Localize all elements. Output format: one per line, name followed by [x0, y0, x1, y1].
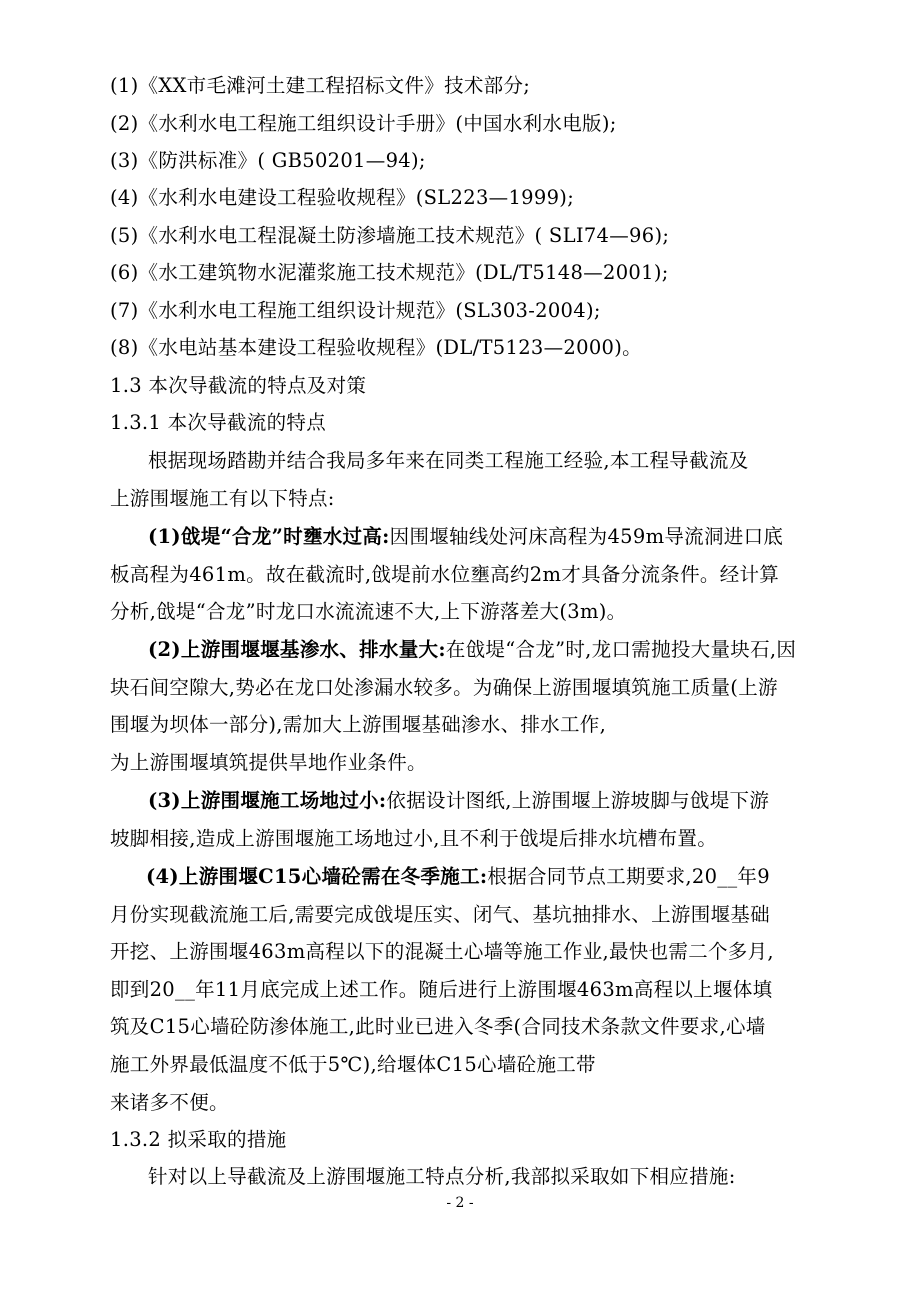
- section-heading-1-3-1: 1.3.1 本次导截流的特点: [110, 411, 327, 434]
- section-heading-1-3: 1.3 本次导截流的特点及对策: [110, 374, 367, 397]
- reference-item: (7)《水利水电工程施工组织设计规范》(SL303-2004);: [110, 299, 601, 322]
- feature-4-line: 筑及C15心墙砼防渗体施工,此时业已进入冬季(合同技术条款文件要求,心墙: [110, 1015, 766, 1038]
- reference-item: (1)《XX市毛滩河土建工程招标文件》技术部分;: [110, 74, 531, 97]
- feature-2-line: 为上游围堰填筑提供旱地作业条件。: [110, 751, 427, 774]
- reference-item: (2)《水利水电工程施工组织设计手册》(中国水利水电版);: [110, 112, 617, 135]
- feature-4-line: 月份实现截流施工后,需要完成戗堤压实、闭气、基坑抽排水、上游围堰基础: [110, 903, 770, 926]
- reference-item: (6)《水工建筑物水泥灌浆施工技术规范》(DL/T5148—2001);: [110, 261, 669, 284]
- feature-1-line: 分析,戗堤“合龙”时龙口水流流速不大,上下游落差大(3m)。: [110, 600, 627, 623]
- reference-item: (3)《防洪标准》( GB50201—94);: [110, 149, 426, 172]
- intro-line: 根据现场踏勘并结合我局多年来在同类工程施工经验,本工程导截流及: [148, 449, 749, 472]
- feature-4-line: 即到20__年11月底完成上述工作。随后进行上游围堰463m高程以上堰体填: [110, 978, 773, 1001]
- feature-1-line: (1)戗堤“合龙”时壅水过高:因围堰轴线处河床高程为459m导流洞进口底: [148, 525, 784, 548]
- feature-4-line: (4)上游围堰C15心墙砼需在冬季施工:根据合同节点工期要求,20__年9: [146, 865, 770, 888]
- feature-2-line: 围堰为坝体一部分),需加大上游围堰基础渗水、排水工作,: [110, 713, 607, 736]
- feature-4-line: 开挖、上游围堰463m高程以下的混凝土心墙等施工作业,最快也需二个多月,: [110, 940, 774, 963]
- page-number: - 2 -: [446, 1195, 474, 1211]
- reference-item: (5)《水利水电工程混凝土防渗墙施工技术规范》( SLI74—96);: [110, 224, 670, 247]
- feature-4-title: (4)上游围堰C15心墙砼需在冬季施工:: [146, 865, 488, 888]
- feature-2-title: (2)上游围堰堰基渗水、排水量大:: [148, 638, 446, 661]
- intro-line: 上游围堰施工有以下特点:: [110, 487, 335, 510]
- section-heading-1-3-2: 1.3.2 拟采取的措施: [110, 1128, 287, 1151]
- reference-item: (4)《水利水电建设工程验收规程》(SL223—1999);: [110, 186, 575, 209]
- feature-4-line: 来诸多不便。: [110, 1091, 229, 1114]
- feature-3-line: 坡脚相接,造成上游围堰施工场地过小,且不利于戗堤后排水坑槽布置。: [110, 827, 717, 850]
- feature-3-line: (3)上游围堰施工场地过小:依据设计图纸,上游围堰上游坡脚与戗堤下游: [148, 789, 770, 812]
- reference-item: (8)《水电站基本建设工程验收规程》(DL/T5123—2000)。: [110, 336, 642, 359]
- feature-1-line: 板高程为461m。故在截流时,戗堤前水位壅高约2m才具备分流条件。经计算: [110, 563, 780, 586]
- feature-3-title: (3)上游围堰施工场地过小:: [148, 789, 387, 812]
- feature-4-line: 施工外界最低温度不低于5℃),给堰体C15心墙砼施工带: [110, 1053, 596, 1076]
- feature-2-line: (2)上游围堰堰基渗水、排水量大:在戗堤“合龙”时,龙口需抛投大量块石,因: [148, 638, 797, 661]
- closing-line: 针对以上导截流及上游围堰施工特点分析,我部拟采取如下相应措施:: [148, 1165, 736, 1188]
- feature-1-title: (1)戗堤“合龙”时壅水过高:: [148, 525, 390, 548]
- feature-2-line: 块石间空隙大,势必在龙口处渗漏水较多。为确保上游围堰填筑施工质量(上游: [110, 676, 778, 699]
